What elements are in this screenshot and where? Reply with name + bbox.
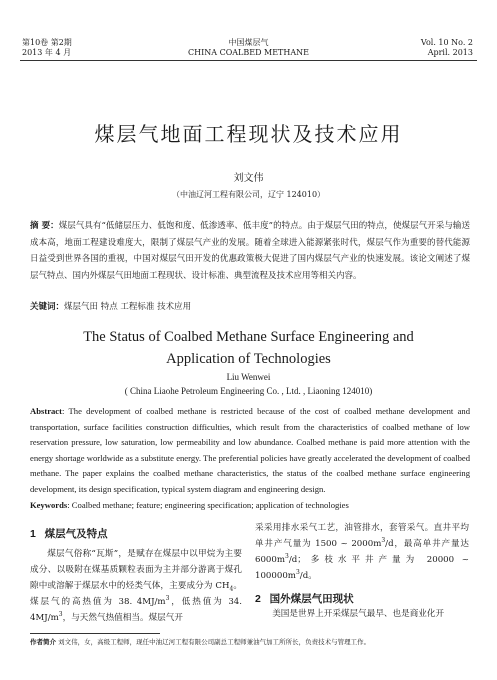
section-2-number: 2 [255,593,261,605]
author-footnote [30,638,470,647]
affiliation-zh: （中油辽河工程有限公司，辽宁 124010） [171,190,326,199]
keywords-en-label: Keywords [30,500,68,510]
abstract-zh-label: 摘 要： [30,221,59,231]
footnote-rule [30,633,160,634]
abstract-en [30,404,470,497]
footnote-text: 刘文伟，女，高级工程师，现任中油辽河工程有限公司副总工程师兼油气加工所所长，负责技术与管理工作。 [56,638,371,646]
superscript: 3 [295,569,300,577]
section-2-title: 国外煤层气田现状 [269,593,354,605]
para-text: 采采用排水采气工艺，油管排水，套管采气。直井平均单井产气量为 1500 ~ 2000m [255,523,469,549]
abstract-en-text: : The development of coalbed methane is restricted because of the cost of coalbed methane development and transportation, surface facilities construction difficulties, which result from the characteristics of coalbed methane of low reservation pressure, low saturation, low permeability and low abundance. Coalbed methane is paid more attention with the energy shortage worldwide as a substitute energy. The preferential policies have greatly accelerated the development of coalbed methane. The paper explains the coalbed methane characteristics, the status of the coalbed methane surface engineering development, its design specification, typical system diagram and engineering design. [30,406,470,494]
affiliation-en: ( China Liaohe Petroleum Engineering Co. , Ltd. , Liaoning 124010) [124,386,373,396]
header-volume-zh [22,38,142,58]
para-text: ，与天然气热值相当。煤层气开 [62,613,183,623]
section-1-heading [30,526,230,541]
author-zh: 刘文伟 [233,173,264,184]
section-2-heading [255,591,469,606]
header-date-en: April. 2013 [427,48,473,57]
superscript: 3 [285,553,289,561]
author-en: Liu Wenwei [226,372,271,382]
section-2-paragraph: 美国是世界上开采煤层气最早、也是商业化开 [272,609,445,619]
keywords-en [30,499,470,512]
superscript: 3 [165,595,170,603]
para-text: /d，最高单井产量达 6000m [255,539,469,565]
footnote-label: 作者简介 [30,638,56,646]
paper-title-zh: 煤层气地面工程现状及技术应用 [94,122,403,146]
abstract-en-label: Abstract [30,406,62,416]
para-text: 。煤层气的高热值为 38. 4MJ/m [30,581,242,607]
title-en-line2: Application of Technologies [166,351,331,367]
para-text: 煤层气俗称“瓦斯”，是赋存在煤层中以甲烷为主要成分、以吸附在煤基质颗粒表面为主并部分游离于煤孔隙中或溶解于煤层水中的烃类气体，主要成分为 CH [30,549,242,591]
abstract-zh [30,218,470,284]
para-text: /d。 [299,571,317,581]
abstract-zh-text: 煤层气具有“低储层压力、低饱和度、低渗透率、低丰度”的特点。由于煤层气田的特点，使煤层气开采与输送成本高，地面工程建设难度大，限制了煤层气产业的发展。随着全球进入能源紧张时代，煤层气作为重要的替代能源日益受到世界各国的重视，中国对煤层气田开发的优惠政策极大促进了国内煤层气产业的快速发展。该论文阐述了煤层气特点、国内外煤层气田地面工程现状、设计标准、典型流程及技术应用等相关内容。 [30,221,470,281]
keywords-zh [30,300,470,314]
header-volume-en [353,38,473,58]
journal-name-zh: 中国煤层气 [228,38,269,47]
header-date-zh: 2013 年 4 月 [22,48,72,57]
section-1-number: 1 [30,528,36,540]
right-column-paragraph [255,520,469,584]
header-journal [150,38,347,58]
keywords-zh-label: 关键词： [30,302,65,312]
header-volume-issue: 第10卷 第2期 [22,38,72,47]
subscript: 4 [229,585,234,593]
keywords-zh-text: 煤层气田 特点 工程标准 技术应用 [64,302,192,312]
header-volume-issue-en: Vol. 10 No. 2 [420,38,473,47]
paper-title-en [40,326,457,370]
superscript: 3 [58,611,63,619]
keywords-en-text: : Coalbed methane; feature; engineering specification; application of technologies [67,500,349,510]
para-text: /d；多枝水平井产量为 20000 ~ 100000m [255,555,469,581]
superscript: 3 [381,537,386,545]
title-en-line1: The Status of Coalbed Methane Surface Engineering and [83,329,414,345]
section-1-paragraph [30,546,242,626]
header-rule [20,60,477,61]
journal-name-en: CHINA COALBED METHANE [188,48,309,57]
section-1-title: 煤层气及特点 [44,528,108,540]
para-text: ，低热值为 34. 4MJ/m [30,597,242,623]
